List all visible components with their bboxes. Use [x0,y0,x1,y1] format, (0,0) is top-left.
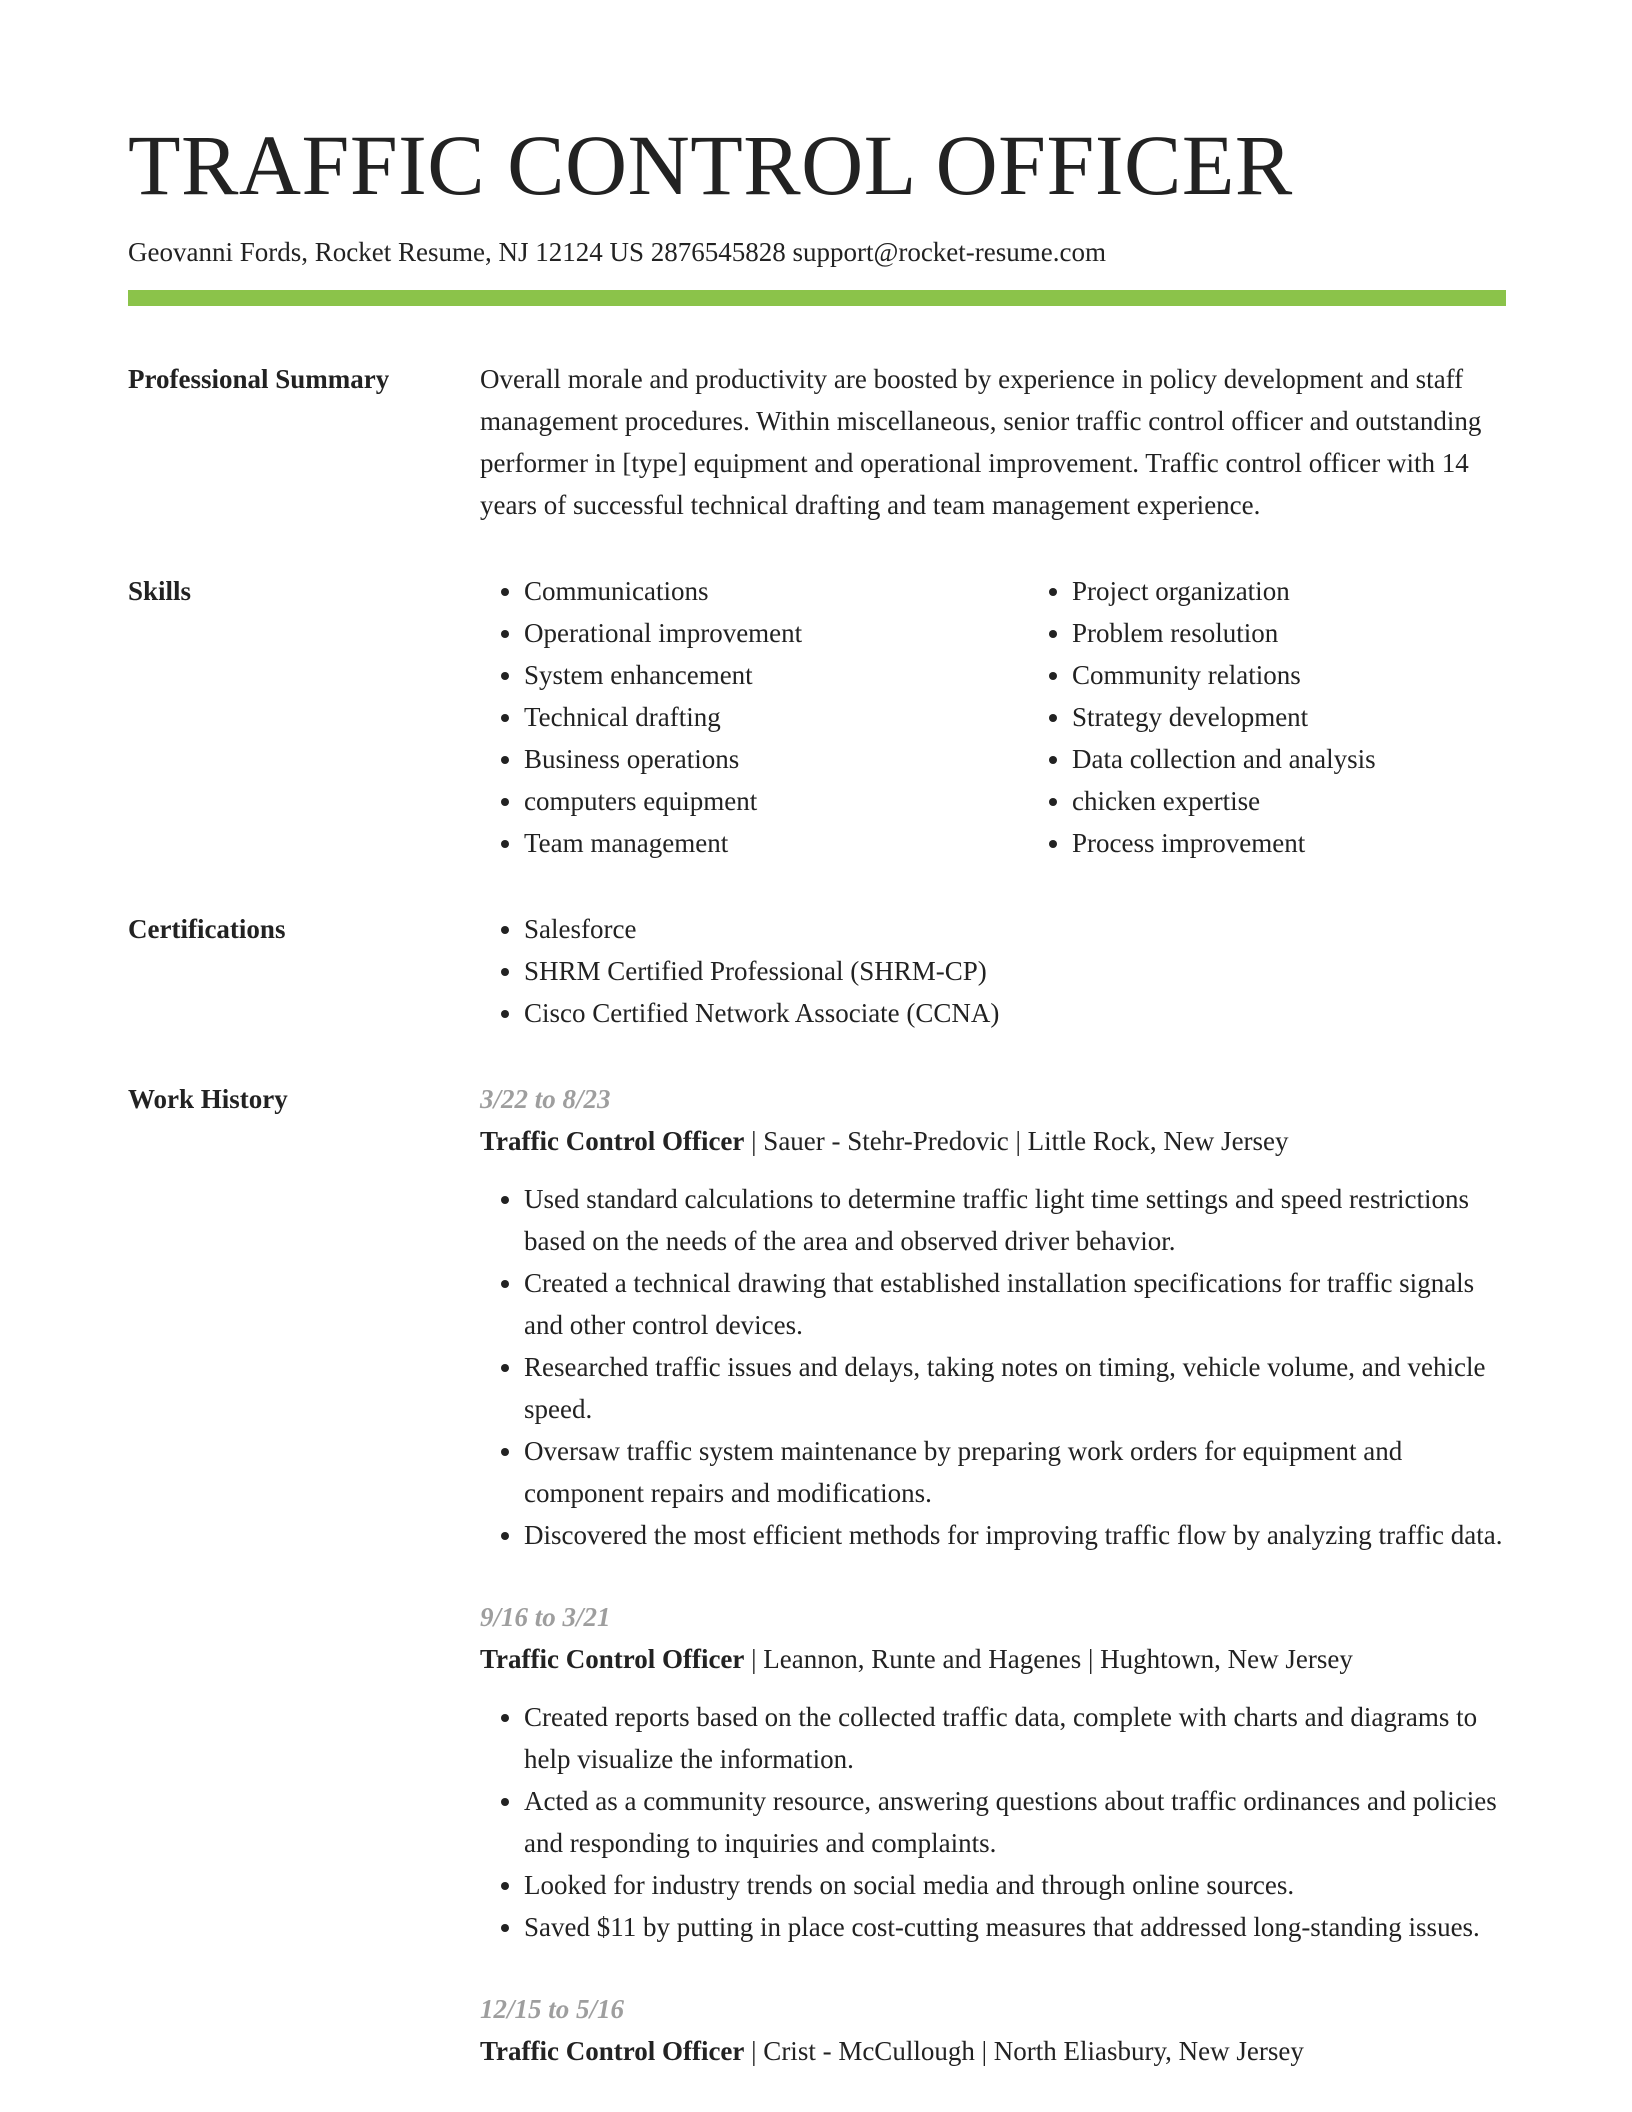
job-heading [480,2030,1506,2072]
skill-item: • Operational improvement [524,612,1028,654]
job-bullet: • Created reports based on the collected traffic data, complete with charts and diagrams to help visualize the information. [524,1696,1506,1780]
job-entry [480,1078,1506,1556]
job-dates: 12/15 to 5/16 [480,1993,625,2024]
job-title: Traffic Control Officer [480,1125,745,1156]
certification-item: • Salesforce [524,908,1506,950]
job-employer-location: | Leannon, Runte and Hagenes | Hughtown, New Jersey [744,1643,1353,1674]
skill-item: • Business operations [524,738,1028,780]
skills-list-right [1028,570,1376,864]
job-dates: 3/22 to 8/23 [480,1083,611,1114]
job-title: Traffic Control Officer [480,2035,745,2066]
job-bullets [480,1178,1506,1556]
skill-item: • Process improvement [1072,822,1376,864]
skill-item: • Project organization [1072,570,1376,612]
skill-item: • Communications [524,570,1028,612]
skills-list-left [480,570,1028,864]
resume-title: TRAFFIC CONTROL OFFICER [128,117,1293,213]
job-entry [480,1596,1506,1948]
certification-item: • Cisco Certified Network Associate (CCNA) [524,992,1506,1034]
work-history-section [128,1078,1506,2112]
job-bullet: • Acted as a community resource, answering questions about traffic ordinances and policies and responding to inquiries and complaints. [524,1780,1506,1864]
job-bullet: • Researched traffic issues and delays, taking notes on timing, vehicle volume, and vehicle speed. [524,1346,1506,1430]
job-bullet: • Looked for industry trends on social media and through online sources. [524,1864,1506,1906]
job-dates: 9/16 to 3/21 [480,1601,611,1632]
skill-item: • Strategy development [1072,696,1376,738]
job-heading [480,1120,1506,1162]
job-bullet: • Used standard calculations to determine traffic light time settings and speed restrictions based on the needs of the area and observed driver behavior. [524,1178,1506,1262]
job-title: Traffic Control Officer [480,1643,745,1674]
job-employer-location: | Sauer - Stehr-Predovic | Little Rock, New Jersey [744,1125,1289,1156]
resume-page [128,118,1506,2112]
job-bullets [480,1696,1506,1948]
job-bullet: • Created a technical drawing that established installation specifications for traffic signals and other control devices. [524,1262,1506,1346]
summary-section [128,358,1506,526]
job-bullet: • Discovered the most efficient methods for improving traffic flow by analyzing traffic data. [524,1514,1506,1556]
section-title-work-history: Work History [128,1083,288,1114]
skill-item: • Problem resolution [1072,612,1376,654]
job-bullet: • Saved $11 by putting in place cost-cutting measures that addressed long-standing issues. [524,1906,1506,1948]
skill-item: • Team management [524,822,1028,864]
section-title-summary: Professional Summary [128,363,390,394]
summary-text: Overall morale and productivity are boosted by experience in policy development and staff management procedures. Within miscellaneous, senior traffic control officer and outstanding performer in [type] equipment and operational improvement. Traffic control officer with 14 years of successful technical drafting and team management experience. [480,363,1482,520]
skills-section [128,570,1506,864]
skill-item: • computers equipment [524,780,1028,822]
skill-item: • System enhancement [524,654,1028,696]
contact-line: Geovanni Fords, Rocket Resume, NJ 12124 US 2876545828 support@rocket-resume.com [128,236,1106,267]
job-heading [480,1638,1506,1680]
certifications-list [480,908,1506,1034]
job-employer-location: | Crist - McCullough | North Eliasbury, New Jersey [744,2035,1304,2066]
skill-item: • Technical drafting [524,696,1028,738]
header-divider [128,290,1506,306]
job-bullet: • Oversaw traffic system maintenance by preparing work orders for equipment and component repairs and modifications. [524,1430,1506,1514]
section-title-skills: Skills [128,575,192,606]
certification-item: • SHRM Certified Professional (SHRM-CP) [524,950,1506,992]
job-entry [480,1988,1506,2072]
section-title-certifications: Certifications [128,913,286,944]
skill-item: • Data collection and analysis [1072,738,1376,780]
skill-item: • Community relations [1072,654,1376,696]
skill-item: • chicken expertise [1072,780,1376,822]
certifications-section [128,908,1506,1034]
